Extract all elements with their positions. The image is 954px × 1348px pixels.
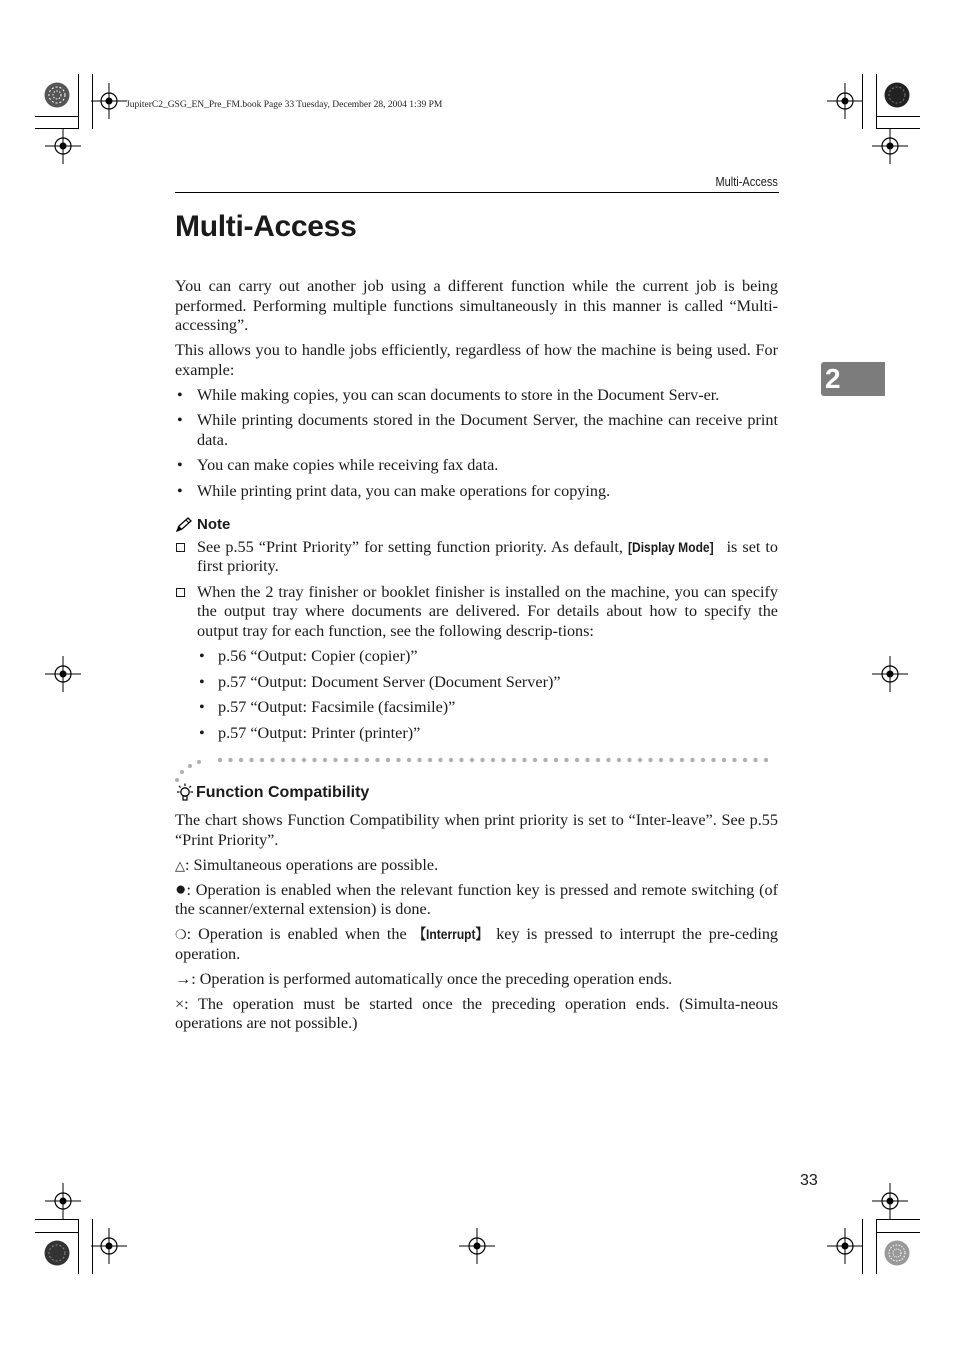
rosette-icon <box>44 1240 70 1266</box>
file-info: JupiterC2_GSG_EN_Pre_FM.book Page 33 Tuesday, December 28, 2004 1:39 PM <box>126 100 443 110</box>
rosette-icon <box>884 1240 910 1266</box>
header-rule <box>175 192 779 193</box>
note-list <box>175 538 778 744</box>
legend-item: ❍: Operation is enabled when the 【Interrupt】 key is pressed to interrupt the pre-ceding operation. <box>175 925 779 963</box>
chapter-number: 2 <box>825 363 841 394</box>
main-content <box>175 277 778 1039</box>
note-label: Note <box>197 516 231 533</box>
open-circle-icon: ❍ <box>175 927 187 942</box>
registration-mark-icon <box>45 1183 81 1219</box>
running-head: Multi-Access <box>715 175 778 189</box>
list-item: • p.57 “Output: Printer (printer)” <box>197 724 778 744</box>
registration-mark-icon <box>91 83 127 119</box>
examples-list <box>175 386 778 502</box>
rosette-icon <box>884 82 910 108</box>
registration-mark-icon <box>91 1228 127 1264</box>
list-item: • While making copies, you can scan documents to store in the Document Serv-er. <box>175 386 778 406</box>
registration-mark-icon <box>45 128 81 164</box>
chapter-tab <box>821 362 885 396</box>
intro-paragraph: You can carry out another job using a different function while the current job is being performed. Performing multiple functions simultaneously in this manner is called “Multi-accessing”. <box>175 277 778 334</box>
list-item: • p.57 “Output: Document Server (Document Server)” <box>197 673 778 693</box>
registration-mark-icon <box>872 656 908 692</box>
display-mode-key: [Display Mode] <box>627 538 714 555</box>
note-heading <box>175 515 778 535</box>
compat-intro: The chart shows Function Compatibility when print priority is set to “Inter-leave”. See p.55 “Print Priority”. <box>175 811 778 849</box>
list-item: • While printing documents stored in the Document Server, the machine can receive print data. <box>175 411 778 450</box>
triangle-icon: △ <box>175 857 185 873</box>
interrupt-key: 【Interrupt】 <box>413 926 488 942</box>
cross-icon: × <box>175 994 185 1013</box>
note-item: See p.55 “Print Priority” for setting function priority. As default, [Display Mode] is set to first priority. <box>175 538 778 577</box>
output-ref-list <box>197 647 778 743</box>
registration-mark-icon <box>872 128 908 164</box>
registration-mark-icon <box>459 1228 495 1264</box>
arrow-right-icon: → <box>175 969 192 988</box>
compat-label: Function Compatibility <box>196 784 370 802</box>
legend-item: →: Operation is performed automatically once the preceding operation ends. <box>175 969 673 988</box>
registration-mark-icon <box>827 83 863 119</box>
note-item: When the 2 tray finisher or booklet finisher is installed on the machine, you can specify the output tray where documents are delivered. For details about how to specify the output tray for each function, see the following descrip-tions: • p.56 “Output: Copier (copier)” • p.57 “Output: Document Server (Document Server)” • p.57 “Output: Facsimile (facsimile)” • p.57 “Output: Printer (printer)” <box>175 583 778 744</box>
compat-heading <box>175 783 778 803</box>
dotted-divider <box>175 753 778 783</box>
pencil-icon <box>175 517 193 533</box>
intro-paragraph: This allows you to handle jobs efficiently, regardless of how the machine is being used. For example: <box>175 341 778 379</box>
legend-item: △: Simultaneous operations are possible. <box>175 855 439 874</box>
registration-mark-icon <box>45 656 81 692</box>
legend-item: ×: The operation must be started once the preceding operation ends. (Simulta-neous operations are not possible.) <box>175 994 778 1032</box>
list-item: • While printing print data, you can make operations for copying. <box>175 482 778 502</box>
registration-mark-icon <box>872 1183 908 1219</box>
page-title: Multi-Access <box>175 210 357 243</box>
list-item: • You can make copies while receiving fax data. <box>175 456 778 476</box>
lightbulb-icon <box>175 783 195 803</box>
list-item: • p.56 “Output: Copier (copier)” <box>197 647 778 667</box>
rosette-icon <box>44 82 70 108</box>
legend-item: ●: Operation is enabled when the relevant function key is pressed and remote switching (of the scanner/external extension) is done. <box>175 878 778 918</box>
page-number: 33 <box>800 1172 818 1189</box>
list-item: • p.57 “Output: Facsimile (facsimile)” <box>197 698 778 718</box>
registration-mark-icon <box>827 1228 863 1264</box>
filled-circle-icon: ● <box>175 878 187 900</box>
